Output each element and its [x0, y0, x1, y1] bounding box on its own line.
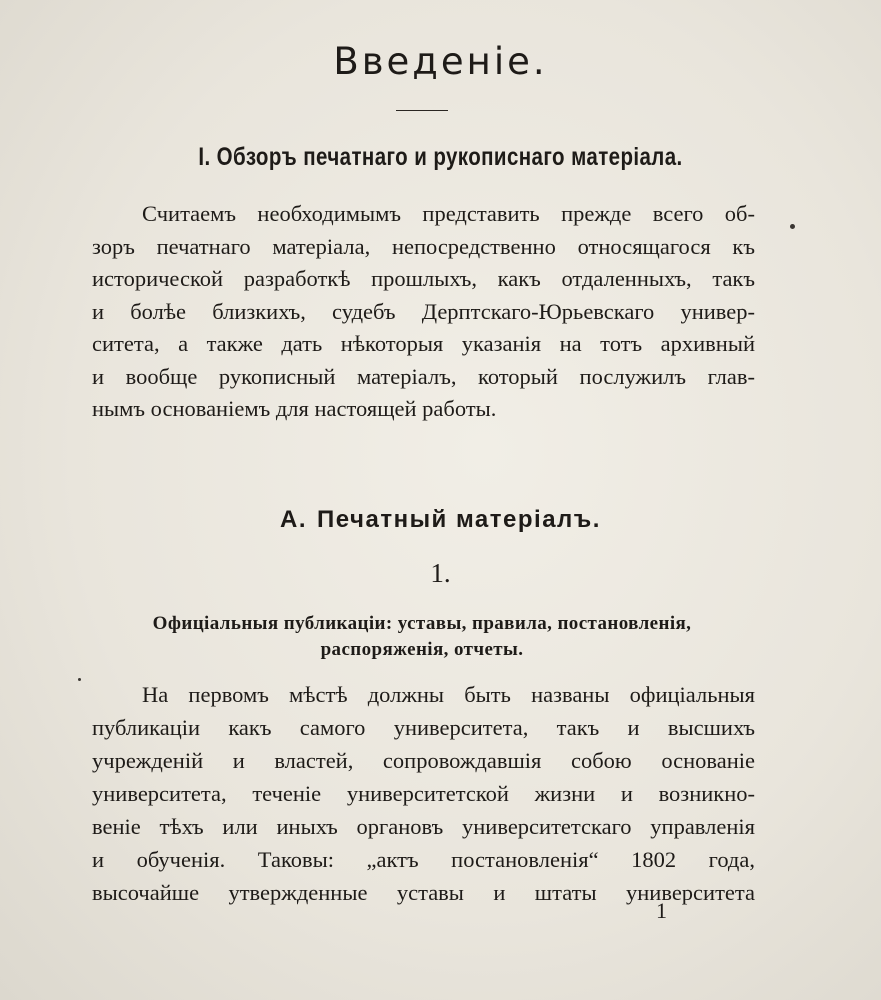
text-line: университета, теченіе университетской жизни и возникно-	[92, 781, 755, 806]
text-line: нымъ основаніемъ для настоящей работы.	[92, 396, 497, 421]
title-divider	[396, 110, 448, 111]
text-line: зоръ печатнаго матеріала, непосредственно относящагося къ	[92, 233, 755, 259]
body-paragraph	[92, 678, 755, 909]
chapter-title: Введеніе.	[333, 40, 548, 83]
intro-paragraph	[92, 198, 755, 426]
subsection-heading	[0, 506, 881, 534]
text-line: высочайше утвержденные уставы и штаты университета	[92, 880, 755, 905]
text-line: публикаціи какъ самого университета, такъ и высшихъ	[92, 715, 755, 740]
text-line: На первомъ мѣстѣ должны быть названы офиціальныя	[142, 682, 755, 707]
text-line: и обученія. Таковы: „актъ постановленія“ 1802 года,	[92, 847, 755, 872]
item-number: 1.	[430, 558, 451, 588]
section-heading: I. Обзоръ печатнаго и рукописнаго матеріала.	[198, 143, 683, 171]
text-line: ситета, а также дать нѣкоторыя указанія на тотъ архивный	[92, 331, 755, 356]
item-title-line: распоряженія, отчеты.	[320, 639, 524, 660]
item-title	[88, 611, 756, 663]
text-line: и вообще рукописный матеріалъ, который послужилъ глав-	[92, 363, 755, 389]
item-title-line: Офиціальныя публикаціи: уставы, правила, постановленія,	[152, 613, 692, 634]
page-number: 1	[656, 898, 667, 923]
paper-speck	[78, 678, 81, 681]
subsection-title: Печатный матеріалъ.	[317, 506, 601, 533]
text-line: веніе тѣхъ или иныхъ органовъ университетскаго управленія	[92, 814, 755, 839]
text-line: исторической разработкѣ прошлыхъ, какъ отдаленныхъ, такъ	[92, 266, 755, 291]
subsection-letter: A.	[280, 506, 308, 533]
text-line: и болѣе близкихъ, судебъ Дерптскаго-Юрьевскаго универ-	[92, 298, 755, 324]
paper-speck	[790, 224, 795, 229]
text-line: учрежденій и властей, сопровождавшія собою основаніе	[92, 748, 755, 773]
text-line: Считаемъ необходимымъ представить прежде всего об-	[142, 201, 755, 226]
